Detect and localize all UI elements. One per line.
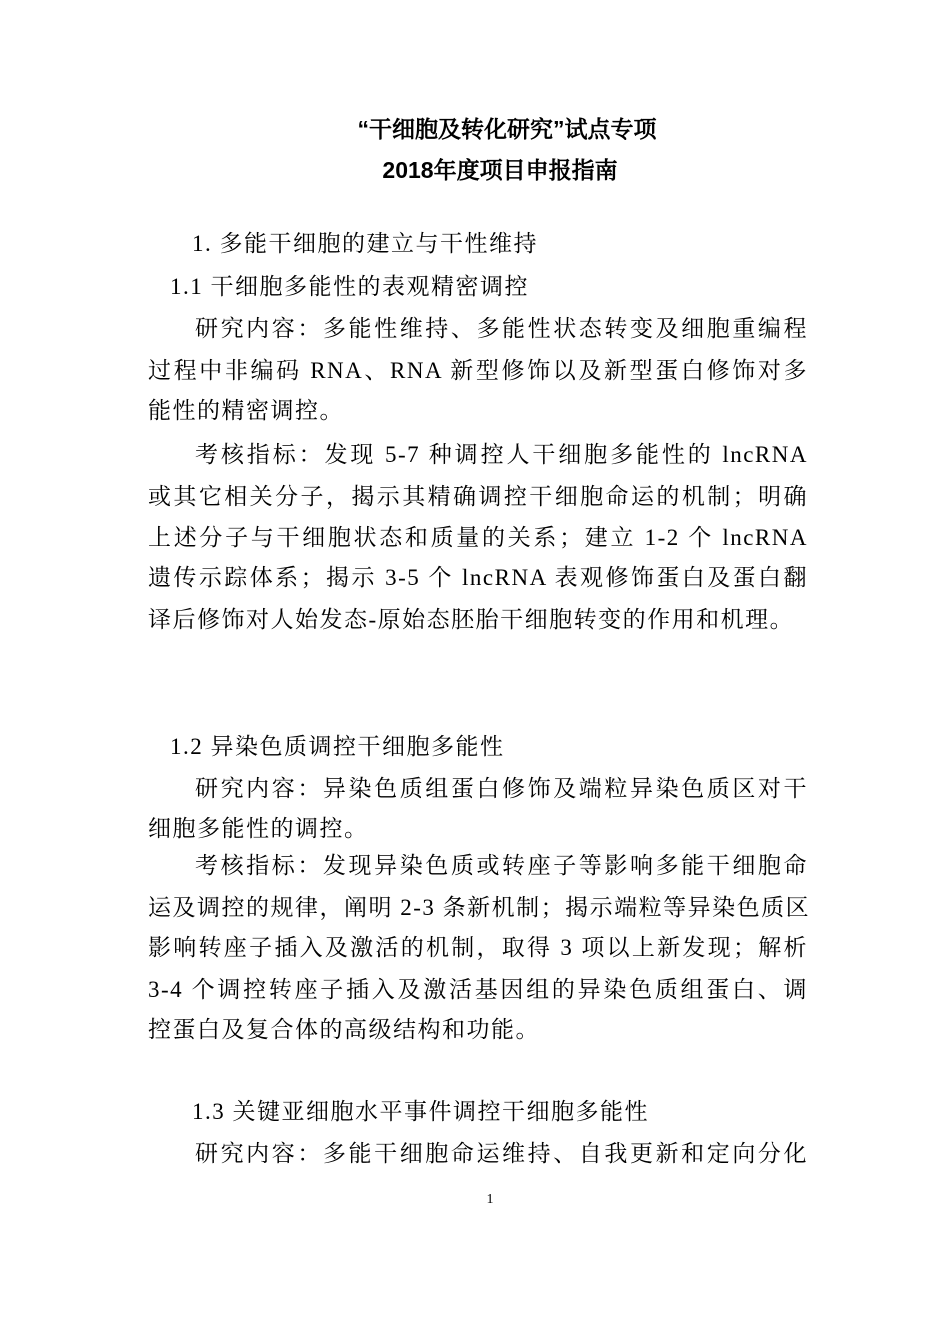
subsection-heading: 1.2 异染色质调控干细胞多能性 [170,734,505,759]
paragraph-line: 控蛋白及复合体的高级结构和功能。 [148,1017,540,1042]
paragraph-line: 细胞多能性的调控。 [148,816,369,841]
paragraph-line: 考核指标：发现异染色质或转座子等影响多能干细胞命 [195,853,808,878]
subsection-heading: 1.3 关键亚细胞水平事件调控干细胞多能性 [192,1099,649,1124]
paragraph-line: 上述分子与干细胞状态和质量的关系；建立 1-2 个 lncRNA [148,525,808,550]
paragraph-line: 研究内容：多能性维持、多能性状态转变及细胞重编程 [195,316,808,341]
paragraph-line: 3-4 个调控转座子插入及激活基因组的异染色质组蛋白、调 [148,977,808,1002]
paragraph-line: 研究内容：异染色质组蛋白修饰及端粒异染色质区对干 [195,776,808,801]
document-title-line1: “干细胞及转化研究”试点专项 [357,116,657,142]
paragraph-line: 或其它相关分子，揭示其精确调控干细胞命运的机制；明确 [148,484,808,509]
document-title-line2: 2018年度项目申报指南 [382,157,618,183]
subsection-heading: 1.1 干细胞多能性的表观精密调控 [170,274,529,299]
paragraph-line: 影响转座子插入及激活的机制，取得 3 项以上新发现；解析 [148,935,808,960]
paragraph-line: 译后修饰对人始发态-原始态胚胎干细胞转变的作用和机理。 [148,607,795,632]
paragraph-line: 过程中非编码 RNA、RNA 新型修饰以及新型蛋白修饰对多 [148,358,808,383]
paragraph-line: 研究内容：多能干细胞命运维持、自我更新和定向分化 [195,1141,808,1166]
paragraph-line: 考核指标：发现 5-7 种调控人干细胞多能性的 lncRNA [195,442,808,467]
section-heading: 1. 多能干细胞的建立与干性维持 [192,231,538,256]
paragraph-line: 运及调控的规律，阐明 2-3 条新机制；揭示端粒等异染色质区 [148,895,811,920]
paragraph-line: 遗传示踪体系；揭示 3-5 个 lncRNA 表观修饰蛋白及蛋白翻 [148,565,808,590]
paragraph-line: 能性的精密调控。 [148,398,344,423]
page-number: 1 [486,1192,494,1207]
